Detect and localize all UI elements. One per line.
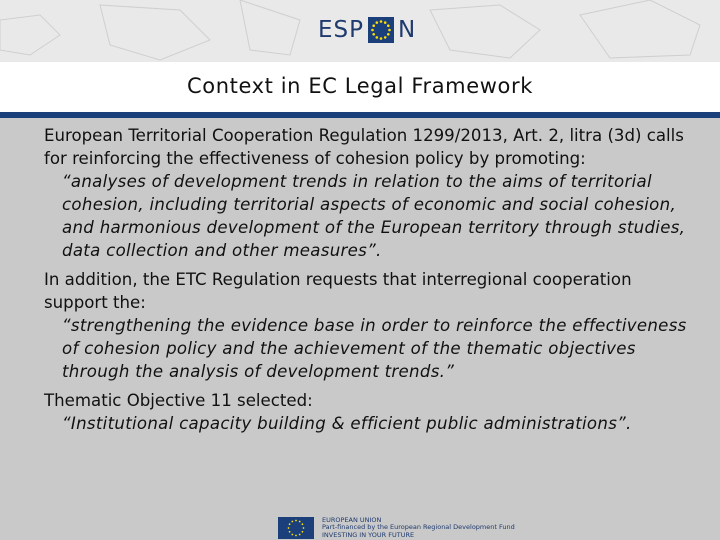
footer-text — [322, 517, 515, 540]
quote-analyses: “analyses of development trends in relation to the aims of territorial cohesion, including territorial aspects of economic and social cohesion, and harmonious development of the European territory through studies, data collection and other measures”. — [62, 172, 686, 260]
slide-title: Context in EC Legal Framework — [187, 74, 533, 98]
title-divider — [0, 112, 720, 118]
footer-eu-funding — [278, 516, 515, 540]
logo-text-left: ESP — [318, 17, 365, 43]
quote-evidence-base: “strengthening the evidence base in order to reinforce the effectiveness of cohesion policy and the achievement of the thematic objectives through the analysis of development trends.” — [62, 316, 687, 381]
logo-text-right: N — [398, 17, 417, 43]
eu-star-circle-icon — [368, 17, 394, 43]
footer-line-erdf: Part-financed by the European Regional Development Fund — [322, 523, 515, 532]
paragraph-thematic-objective: Thematic Objective 11 selected: — [44, 391, 313, 410]
footer-line-future: INVESTING IN YOUR FUTURE — [322, 530, 415, 539]
slide-body — [44, 124, 694, 435]
paragraph-addition: In addition, the ETC Regulation requests that interregional cooperation support the: — [44, 270, 632, 312]
quote-institutional-capacity: “Institutional capacity building & efficient public administrations”. — [62, 414, 632, 433]
footer-line-eu: EUROPEAN UNION — [322, 515, 382, 524]
header-banner — [0, 0, 720, 62]
espon-logo — [318, 13, 416, 47]
eu-flag-icon — [278, 517, 314, 539]
paragraph-regulation: European Territorial Cooperation Regulation 1299/2013, Art. 2, litra (3d) calls for reinforcing the effectiveness of cohesion policy by promoting: — [44, 126, 684, 168]
